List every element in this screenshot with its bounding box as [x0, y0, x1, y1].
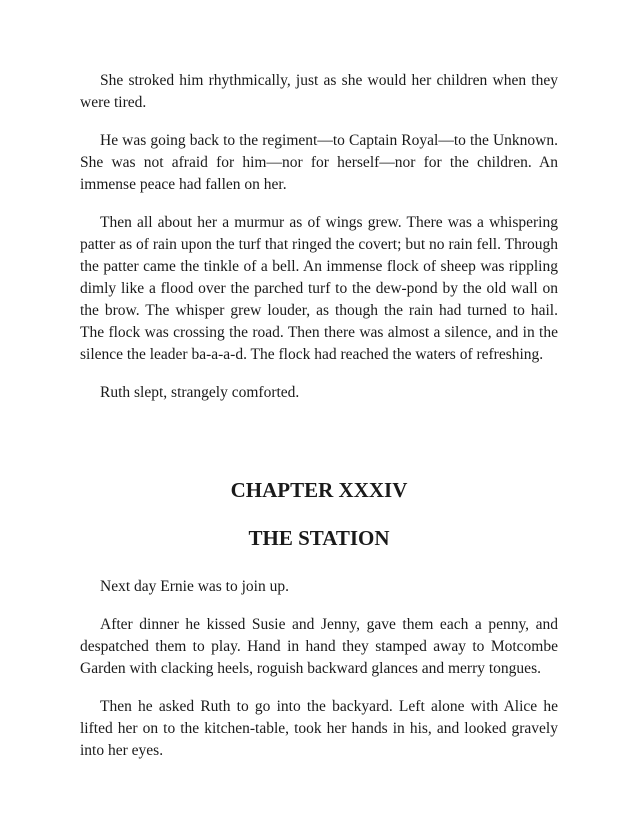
paragraph: He was going back to the regiment—to Captain Royal—to the Unknown. She was not afraid for him—nor for herself—nor for the children. An immense peace had fallen on her. — [80, 132, 558, 193]
chapter-number: CHAPTER XXXIV — [230, 478, 408, 502]
chapter-title: THE STATION — [248, 526, 390, 550]
chapter-heading — [80, 476, 558, 552]
book-page — [80, 70, 558, 762]
paragraph: Then all about her a murmur as of wings grew. There was a whispering patter as of rain upon the turf that ringed the covert; but no rain fell. Through the patter came the tinkle of a bell. An immense flock of sheep was rippling dimly like a flood over the parched turf to the dew-pond by the old wall on the brow. The whisper grew louder, as though the rain had turned to hail. The flock was crossing the road. Then there was almost a silence, and in the silence the leader ba-a-a-d. The flock had reached the waters of refreshing. — [80, 214, 558, 363]
paragraph: Next day Ernie was to join up. — [100, 578, 289, 595]
paragraph: She stroked him rhythmically, just as she would her children when they were tired. — [80, 72, 558, 111]
paragraph: After dinner he kissed Susie and Jenny, gave them each a penny, and despatched them to play. Hand in hand they stamped away to Motcombe Garden with clacking heels, roguish backward glances and merry tongues. — [80, 616, 558, 677]
paragraph: Then he asked Ruth to go into the backyard. Left alone with Alice he lifted her on to the kitchen-table, took her hands in his, and looked gravely into her eyes. — [80, 698, 558, 759]
paragraph: Ruth slept, strangely comforted. — [100, 384, 300, 401]
